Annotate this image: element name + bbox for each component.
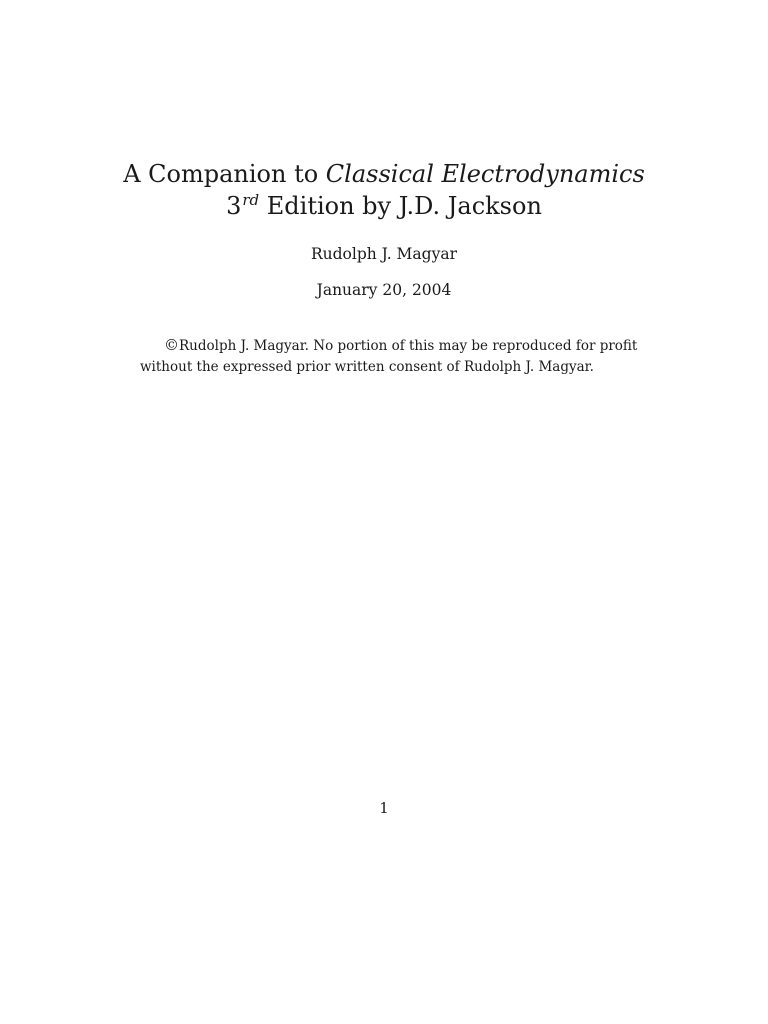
edition-number: 3 [226,192,242,220]
edition-ordinal-suffix: rd [242,191,260,209]
author-name: Rudolph J. Magyar [310,245,457,263]
copyright-icon: © [164,336,179,354]
copyright-notice [140,335,638,378]
title-line-2 [0,191,768,221]
edition-rest: Edition by J.D. Jackson [259,192,542,220]
title-line-1 [0,159,768,189]
copyright-text-1: Rudolph J. Magyar. No portion of this may be reproduced for profit [179,338,638,354]
page-number: 1 [379,799,389,817]
copyright-line-1 [140,335,638,357]
title-prefix: A Companion to [123,160,326,188]
title-book-name: Classical Electrodynamics [325,160,645,188]
copyright-line-2: without the expressed prior written consent of Rudolph J. Magyar. [140,359,594,375]
document-date: January 20, 2004 [316,281,452,299]
